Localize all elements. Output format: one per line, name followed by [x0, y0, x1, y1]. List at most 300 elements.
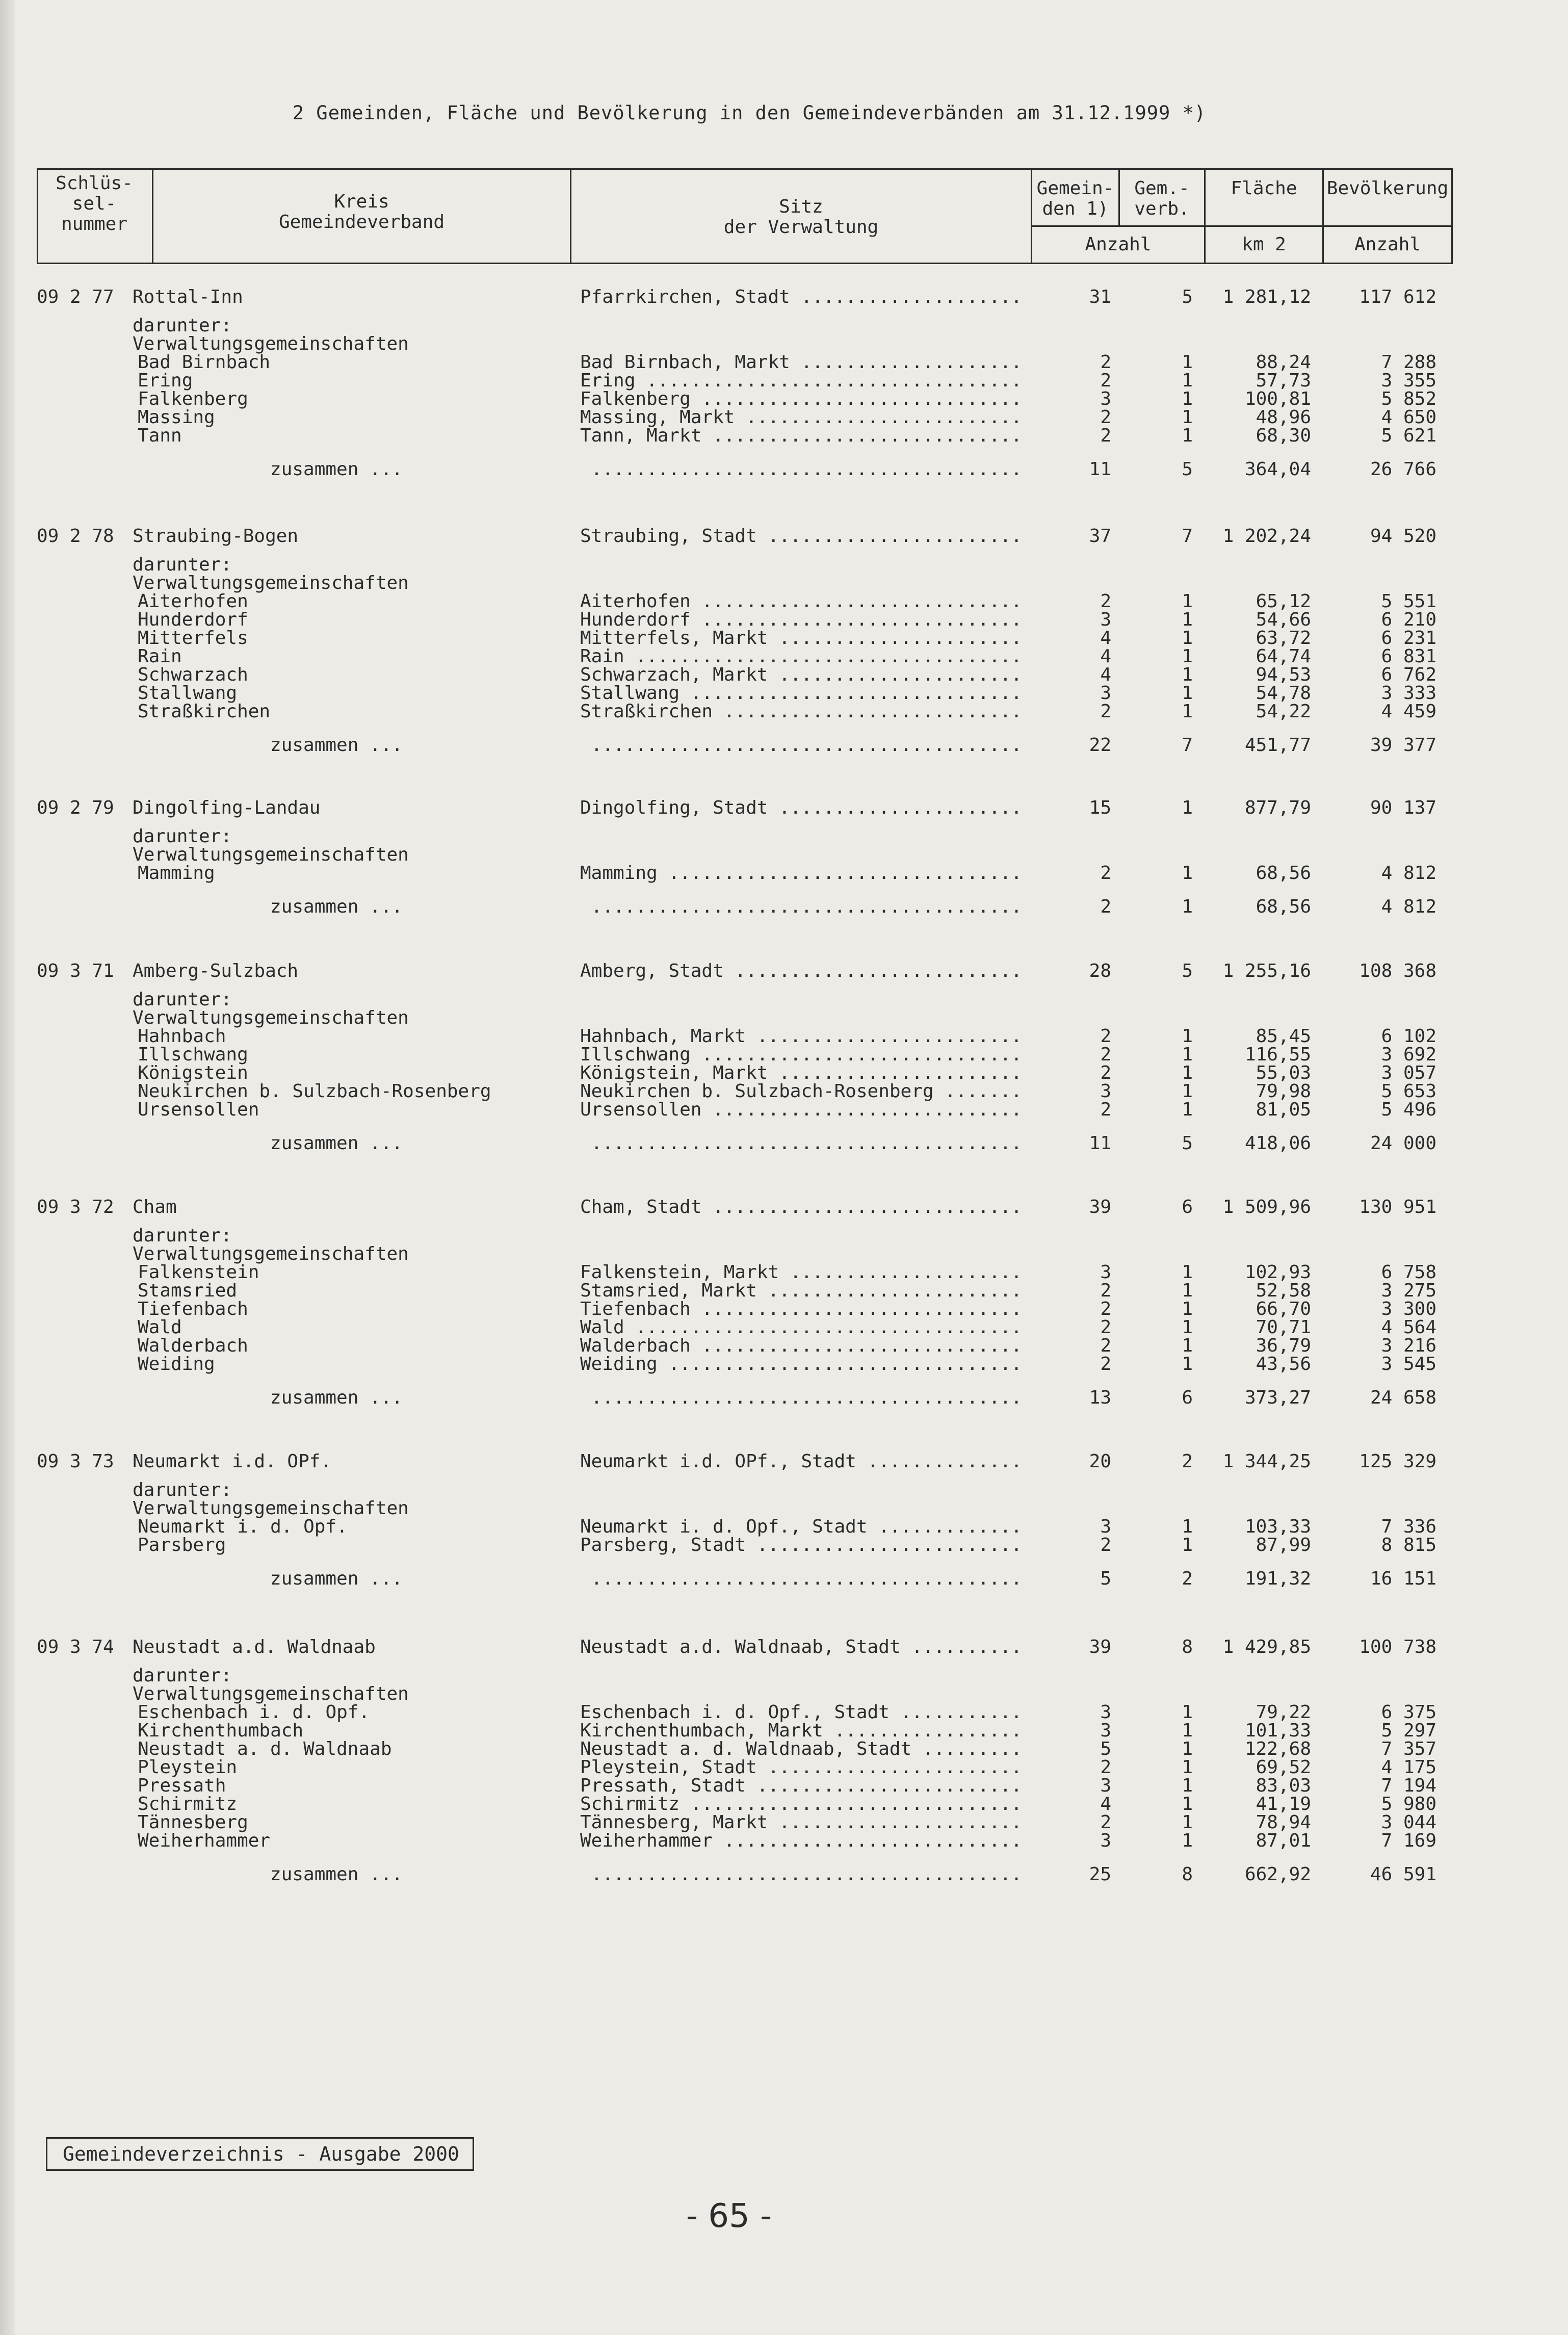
bevoelkerung-value: 130 951: [1359, 1197, 1436, 1217]
flaeche-value: 87,99: [1256, 1535, 1311, 1555]
zusammen-label: zusammen ...: [270, 459, 403, 480]
bevoelkerung-value: 7 288: [1381, 352, 1436, 373]
vg-name: Ering: [138, 370, 193, 391]
vg-row: [0, 1702, 1568, 1723]
vg-sitz: Massing, Markt .....: [580, 407, 1024, 428]
vg-name: Aiterhofen: [138, 591, 248, 612]
page-number: - 65 -: [686, 2197, 772, 2235]
vg-row: [0, 1336, 1568, 1356]
gemverb-value: 1: [1182, 1812, 1193, 1833]
vg-row: [0, 371, 1568, 391]
kreis-code: 09 2 78: [37, 526, 114, 547]
vg-row: [0, 1026, 1568, 1047]
vg-sitz: Schirmitz .....: [580, 1794, 1024, 1814]
vg-sitz: Stamsried, Markt .....: [580, 1281, 1024, 1301]
flaeche-value: 88,24: [1256, 352, 1311, 373]
kreis-row: [0, 961, 1568, 981]
gemeinden-value: 2: [1100, 1354, 1111, 1374]
gemeinden-value: 11: [1089, 1133, 1111, 1154]
vg-sitz: Illschwang .....: [580, 1045, 1024, 1065]
gemverb-value: 5: [1182, 1133, 1193, 1154]
kreis-row: [0, 1451, 1568, 1472]
leader-dots: [580, 1388, 1024, 1408]
zusammen-label: zusammen ...: [270, 735, 403, 756]
vg-text: Verwaltungsgemeinschaften: [133, 1683, 409, 1704]
kreis-code: 09 2 77: [37, 287, 114, 307]
bevoelkerung-value: 3 057: [1381, 1062, 1436, 1083]
flaeche-value: 662,92: [1244, 1864, 1311, 1885]
vg-row: [0, 591, 1568, 612]
kreis-sitz: Cham, Stadt .....: [580, 1197, 1024, 1217]
vg-row: [0, 1354, 1568, 1374]
vg-sitz: Mamming .....: [580, 863, 1024, 884]
flaeche-value: 78,94: [1256, 1812, 1311, 1833]
gemeinden-value: 25: [1089, 1864, 1111, 1885]
vg-sitz: Falkenberg .....: [580, 389, 1024, 409]
bevoelkerung-value: 117 612: [1359, 287, 1436, 307]
gemverb-value: 1: [1182, 1099, 1193, 1120]
bevoelkerung-value: 3 216: [1381, 1335, 1436, 1356]
flaeche-value: 1 281,12: [1222, 287, 1311, 307]
vg-row: [0, 665, 1568, 685]
vg-row: [0, 683, 1568, 704]
vg-sitz: Stallwang .....: [580, 683, 1024, 704]
flaeche-value: 100,81: [1244, 388, 1311, 409]
gemverb-value: 1: [1182, 1794, 1193, 1814]
unit-anzahl: Anzahl: [1085, 234, 1152, 255]
bevoelkerung-value: 46 591: [1370, 1864, 1436, 1885]
header-sitz: Sitz der Verwaltung: [723, 196, 879, 238]
gemeinden-value: 2: [1100, 1299, 1111, 1319]
gemeinden-value: 3: [1100, 1262, 1111, 1283]
flaeche-value: 418,06: [1244, 1133, 1311, 1154]
flaeche-value: 364,04: [1244, 459, 1311, 480]
vg-name: Massing: [138, 407, 215, 428]
vg-row: [0, 1262, 1568, 1283]
gemeinden-value: 4: [1100, 664, 1111, 685]
vg-name: Mamming: [138, 863, 215, 884]
darunter-label: [0, 316, 1568, 336]
bevoelkerung-value: 26 766: [1370, 459, 1436, 480]
flaeche-value: 63,72: [1256, 628, 1311, 648]
bevoelkerung-value: 7 169: [1381, 1830, 1436, 1851]
kreis-name: Rottal-Inn: [133, 287, 243, 307]
bevoelkerung-value: 3 545: [1381, 1354, 1436, 1374]
flaeche-value: 373,27: [1244, 1387, 1311, 1408]
gemverb-value: 1: [1182, 1335, 1193, 1356]
gemeinden-value: 39: [1089, 1637, 1111, 1657]
vg-row: [0, 1045, 1568, 1065]
vg-name: Tiefenbach: [138, 1299, 248, 1319]
vg-text: Verwaltungsgemeinschaften: [133, 1007, 409, 1028]
bevoelkerung-value: 3 692: [1381, 1044, 1436, 1065]
vg-sitz: Ursensollen .....: [580, 1100, 1024, 1120]
leader-dots: [580, 459, 1024, 480]
gemverb-value: 1: [1182, 609, 1193, 630]
kreis-name: Cham: [133, 1197, 177, 1217]
bevoelkerung-value: 6 375: [1381, 1702, 1436, 1723]
gemverb-value: 1: [1182, 664, 1193, 685]
vg-name: Neustadt a. d. Waldnaab: [138, 1739, 392, 1759]
gemeinden-value: 2: [1100, 1812, 1111, 1833]
gemverb-value: 7: [1182, 735, 1193, 756]
bevoelkerung-value: 24 000: [1370, 1133, 1436, 1154]
bevoelkerung-value: 7 194: [1381, 1775, 1436, 1796]
bevoelkerung-value: 3 355: [1381, 370, 1436, 391]
vg-row: [0, 1812, 1568, 1833]
vg-row: [0, 1100, 1568, 1120]
gemverb-value: 1: [1182, 1280, 1193, 1301]
bevoelkerung-value: 90 137: [1370, 797, 1436, 818]
vg-sitz: Kirchenthumbach, Markt .....: [580, 1721, 1024, 1741]
vg-text: Verwaltungsgemeinschaften: [133, 1243, 409, 1264]
vg-sitz: Hahnbach, Markt .....: [580, 1026, 1024, 1047]
zusammen-row: [0, 1133, 1568, 1154]
gemverb-value: 1: [1182, 407, 1193, 428]
vg-sitz: Bad Birnbach, Markt .....: [580, 352, 1024, 373]
bevoelkerung-value: 108 368: [1359, 961, 1436, 981]
flaeche-value: 54,66: [1256, 609, 1311, 630]
bevoelkerung-value: 7 357: [1381, 1739, 1436, 1759]
gemverb-value: 1: [1182, 1702, 1193, 1723]
bevoelkerung-value: 8 815: [1381, 1535, 1436, 1555]
gemeinden-value: 3: [1100, 1702, 1111, 1723]
vg-sitz: Neustadt a. d. Waldnaab, Stadt .....: [580, 1739, 1024, 1759]
kreis-sitz: Amberg, Stadt .....: [580, 961, 1024, 981]
bevoelkerung-value: 16 151: [1370, 1568, 1436, 1589]
vg-row: [0, 863, 1568, 884]
gemeinden-value: 3: [1100, 1081, 1111, 1102]
bevoelkerung-value: 6 762: [1381, 664, 1436, 685]
bevoelkerung-value: 5 297: [1381, 1720, 1436, 1741]
vg-name: Parsberg: [138, 1535, 226, 1555]
vg-name: Tann: [138, 425, 182, 446]
gemverb-value: 5: [1182, 287, 1193, 307]
flaeche-value: 451,77: [1244, 735, 1311, 756]
vg-name: Pressath: [138, 1775, 226, 1796]
gemverb-value: 1: [1182, 1516, 1193, 1537]
zusammen-label: zusammen ...: [270, 896, 403, 917]
vg-sitz: Weiding .....: [580, 1354, 1024, 1374]
gemeinden-value: 2: [1100, 1026, 1111, 1047]
kreis-row: [0, 798, 1568, 818]
zusammen-row: [0, 1864, 1568, 1885]
darunter-label: [0, 1666, 1568, 1686]
flaeche-value: 87,01: [1256, 1830, 1311, 1851]
bevoelkerung-value: 4 812: [1381, 896, 1436, 917]
darunter-text: darunter:: [133, 554, 232, 575]
gemeinden-value: 2: [1100, 1280, 1111, 1301]
vg-row: [0, 1317, 1568, 1338]
vg-name: Illschwang: [138, 1044, 248, 1065]
leader-dots: [580, 735, 1024, 756]
vg-sitz: Neukirchen b. Sulzbach-Rosenberg .....: [580, 1081, 1024, 1102]
kreis-row: [0, 1197, 1568, 1217]
flaeche-value: 54,22: [1256, 701, 1311, 722]
bevoelkerung-value: 3 300: [1381, 1299, 1436, 1319]
gemverb-value: 6: [1182, 1387, 1193, 1408]
bevoelkerung-value: 4 564: [1381, 1317, 1436, 1338]
darunter-label: [0, 826, 1568, 847]
footer-publication: Gemeindeverzeichnis - Ausgabe 2000: [46, 2137, 474, 2171]
flaeche-value: 116,55: [1244, 1044, 1311, 1065]
vg-label: [0, 334, 1568, 354]
bevoelkerung-value: 5 653: [1381, 1081, 1436, 1102]
vg-sitz: Falkenstein, Markt .....: [580, 1262, 1024, 1283]
gemverb-value: 1: [1182, 352, 1193, 373]
vg-row: [0, 1081, 1568, 1102]
gemverb-value: 1: [1182, 1830, 1193, 1851]
vg-text: Verwaltungsgemeinschaften: [133, 844, 409, 865]
vg-name: Schirmitz: [138, 1794, 238, 1814]
kreis-row: [0, 526, 1568, 547]
gemeinden-value: 3: [1100, 388, 1111, 409]
leader-dots: [580, 1569, 1024, 1589]
kreis-name: Straubing-Bogen: [133, 526, 299, 547]
bevoelkerung-value: 24 658: [1370, 1387, 1436, 1408]
gemeinden-value: 15: [1089, 797, 1111, 818]
flaeche-value: 122,68: [1244, 1739, 1311, 1759]
flaeche-value: 68,56: [1256, 863, 1311, 884]
gemverb-value: 1: [1182, 1044, 1193, 1065]
bevoelkerung-value: 5 621: [1381, 425, 1436, 446]
leader-dots: [580, 1864, 1024, 1885]
zusammen-row: [0, 735, 1568, 756]
flaeche-value: 70,71: [1256, 1317, 1311, 1338]
vg-name: Wald: [138, 1317, 182, 1338]
gemverb-value: 1: [1182, 1262, 1193, 1283]
gemeinden-value: 37: [1089, 526, 1111, 547]
bevoelkerung-value: 5 496: [1381, 1099, 1436, 1120]
vg-name: Mitterfels: [138, 628, 248, 648]
vg-row: [0, 1535, 1568, 1555]
kreis-code: 09 3 71: [37, 961, 114, 981]
flaeche-value: 79,22: [1256, 1702, 1311, 1723]
vg-name: Neumarkt i. d. Opf.: [138, 1516, 348, 1537]
gemeinden-value: 13: [1089, 1387, 1111, 1408]
flaeche-value: 1 429,85: [1222, 1637, 1311, 1657]
flaeche-value: 69,52: [1256, 1757, 1311, 1778]
flaeche-value: 68,30: [1256, 425, 1311, 446]
gemeinden-value: 3: [1100, 1720, 1111, 1741]
vg-name: Hahnbach: [138, 1026, 226, 1047]
gemeinden-value: 31: [1089, 287, 1111, 307]
vg-sitz: Ering .....: [580, 371, 1024, 391]
vg-row: [0, 702, 1568, 722]
gemeinden-value: 4: [1100, 628, 1111, 648]
vg-sitz: Rain .....: [580, 646, 1024, 667]
header-gemverb: Gem.- verb.: [1134, 178, 1190, 219]
gemeinden-value: 2: [1100, 1044, 1111, 1065]
flaeche-value: 43,56: [1256, 1354, 1311, 1374]
gemeinden-value: 2: [1100, 407, 1111, 428]
gemeinden-value: 2: [1100, 425, 1111, 446]
flaeche-value: 1 509,96: [1222, 1197, 1311, 1217]
vg-row: [0, 1299, 1568, 1319]
vg-sitz: Aiterhofen .....: [580, 591, 1024, 612]
gemverb-value: 8: [1182, 1864, 1193, 1885]
vg-sitz: Weiherhammer .....: [580, 1831, 1024, 1851]
header-kreis: Kreis Gemeindeverband: [278, 191, 445, 232]
gemeinden-value: 3: [1100, 609, 1111, 630]
zusammen-label: zusammen ...: [270, 1133, 403, 1154]
vg-name: Falkenstein: [138, 1262, 259, 1283]
vg-name: Rain: [138, 646, 182, 667]
vg-name: Tännesberg: [138, 1812, 248, 1833]
kreis-code: 09 3 72: [37, 1197, 114, 1217]
flaeche-value: 52,58: [1256, 1280, 1311, 1301]
flaeche-value: 85,45: [1256, 1026, 1311, 1047]
bevoelkerung-value: 5 852: [1381, 388, 1436, 409]
flaeche-value: 55,03: [1256, 1062, 1311, 1083]
flaeche-value: 81,05: [1256, 1099, 1311, 1120]
kreis-sitz: Dingolfing, Stadt .....: [580, 798, 1024, 818]
flaeche-value: 79,98: [1256, 1081, 1311, 1102]
flaeche-value: 1 255,16: [1222, 961, 1311, 981]
flaeche-value: 94,53: [1256, 664, 1311, 685]
gemverb-value: 1: [1182, 1299, 1193, 1319]
gemverb-value: 1: [1182, 370, 1193, 391]
zusammen-label: zusammen ...: [270, 1568, 403, 1589]
kreis-sitz: Straubing, Stadt .....: [580, 526, 1024, 547]
kreis-row: [0, 1637, 1568, 1657]
kreis-row: [0, 287, 1568, 307]
gemverb-value: 2: [1182, 1451, 1193, 1472]
gemverb-value: 1: [1182, 1720, 1193, 1741]
kreis-sitz: Neustadt a.d. Waldnaab, Stadt .....: [580, 1637, 1024, 1657]
bevoelkerung-value: 4 650: [1381, 407, 1436, 428]
gemeinden-value: 2: [1100, 863, 1111, 884]
gemverb-value: 1: [1182, 1317, 1193, 1338]
zusammen-label: zusammen ...: [270, 1864, 403, 1885]
flaeche-value: 1 202,24: [1222, 526, 1311, 547]
leader-dots: [580, 1133, 1024, 1154]
gemverb-value: 1: [1182, 388, 1193, 409]
bevoelkerung-value: 100 738: [1359, 1637, 1436, 1657]
gemverb-value: 1: [1182, 1081, 1193, 1102]
header-flaeche: Fläche: [1231, 178, 1297, 199]
kreis-name: Neustadt a.d. Waldnaab: [133, 1637, 376, 1657]
vg-text: Verwaltungsgemeinschaften: [133, 1498, 409, 1519]
vg-name: Eschenbach i. d. Opf.: [138, 1702, 370, 1723]
gemverb-value: 1: [1182, 628, 1193, 648]
vg-row: [0, 1794, 1568, 1814]
vg-row: [0, 1281, 1568, 1301]
flaeche-value: 103,33: [1244, 1516, 1311, 1537]
vg-name: Kirchenthumbach: [138, 1720, 304, 1741]
kreis-name: Neumarkt i.d. OPf.: [133, 1451, 332, 1472]
vg-sitz: Pleystein, Stadt .....: [580, 1757, 1024, 1778]
vg-name: Ursensollen: [138, 1099, 259, 1120]
vg-row: [0, 1063, 1568, 1083]
darunter-text: darunter:: [133, 989, 232, 1010]
flaeche-value: 41,19: [1256, 1794, 1311, 1814]
gemeinden-value: 2: [1100, 1317, 1111, 1338]
kreis-sitz: Neumarkt i.d. OPf., Stadt .....: [580, 1451, 1024, 1472]
bevoelkerung-value: 6 210: [1381, 609, 1436, 630]
kreis-name: Dingolfing-Landau: [133, 797, 321, 818]
flaeche-value: 191,32: [1244, 1568, 1311, 1589]
gemeinden-value: 4: [1100, 1794, 1111, 1814]
vg-name: Stamsried: [138, 1280, 238, 1301]
gemverb-value: 1: [1182, 683, 1193, 704]
vg-sitz: Neumarkt i. d. Opf., Stadt .....: [580, 1517, 1024, 1537]
bevoelkerung-value: 39 377: [1370, 735, 1436, 756]
darunter-text: darunter:: [133, 826, 232, 847]
gemeinden-value: 5: [1100, 1739, 1111, 1759]
gemeinden-value: 11: [1089, 459, 1111, 480]
gemverb-value: 5: [1182, 459, 1193, 480]
vg-sitz: Straßkirchen .....: [580, 702, 1024, 722]
vg-row: [0, 1831, 1568, 1851]
flaeche-value: 54,78: [1256, 683, 1311, 704]
bevoelkerung-value: 6 102: [1381, 1026, 1436, 1047]
gemeinden-value: 39: [1089, 1197, 1111, 1217]
flaeche-value: 66,70: [1256, 1299, 1311, 1319]
darunter-label: [0, 1480, 1568, 1500]
vg-sitz: Wald .....: [580, 1317, 1024, 1338]
gemeinden-value: 2: [1100, 701, 1111, 722]
flaeche-value: 1 344,25: [1222, 1451, 1311, 1472]
gemverb-value: 1: [1182, 646, 1193, 667]
flaeche-value: 36,79: [1256, 1335, 1311, 1356]
bevoelkerung-value: 4 812: [1381, 863, 1436, 884]
vg-row: [0, 389, 1568, 409]
gemeinden-value: 22: [1089, 735, 1111, 756]
vg-row: [0, 1721, 1568, 1741]
vg-row: [0, 610, 1568, 630]
header-schluessel: Schlüs- sel- nummer: [56, 173, 133, 235]
gemeinden-value: 2: [1100, 591, 1111, 612]
gemverb-value: 1: [1182, 896, 1193, 917]
flaeche-value: 68,56: [1256, 896, 1311, 917]
zusammen-row: [0, 459, 1568, 480]
gemeinden-value: 20: [1089, 1451, 1111, 1472]
vg-name: Falkenberg: [138, 388, 248, 409]
gemeinden-value: 3: [1100, 1775, 1111, 1796]
vg-label: [0, 1244, 1568, 1264]
vg-name: Stallwang: [138, 683, 238, 704]
flaeche-value: 64,74: [1256, 646, 1311, 667]
kreis-code: 09 3 73: [37, 1451, 114, 1472]
bevoelkerung-value: 6 831: [1381, 646, 1436, 667]
zusammen-row: [0, 1569, 1568, 1589]
vg-row: [0, 426, 1568, 446]
bevoelkerung-value: 5 551: [1381, 591, 1436, 612]
gemverb-value: 7: [1182, 526, 1193, 547]
vg-sitz: Tännesberg, Markt .....: [580, 1812, 1024, 1833]
gemeinden-value: 2: [1100, 352, 1111, 373]
gemverb-value: 1: [1182, 1026, 1193, 1047]
bevoelkerung-value: 4 175: [1381, 1757, 1436, 1778]
zusammen-row: [0, 897, 1568, 917]
vg-text: Verwaltungsgemeinschaften: [133, 333, 409, 354]
darunter-text: darunter:: [133, 1480, 232, 1500]
gemverb-value: 6: [1182, 1197, 1193, 1217]
gemeinden-value: 2: [1100, 1062, 1111, 1083]
gemverb-value: 1: [1182, 1757, 1193, 1778]
flaeche-value: 83,03: [1256, 1775, 1311, 1796]
gemeinden-value: 2: [1100, 1535, 1111, 1555]
darunter-label: [0, 555, 1568, 575]
vg-name: Straßkirchen: [138, 701, 271, 722]
gemverb-value: 1: [1182, 1739, 1193, 1759]
page-title: 2 Gemeinden, Fläche und Bevölkerung in den Gemeindeverbänden am 31.12.1999 *): [292, 102, 1207, 124]
gemeinden-value: 3: [1100, 1830, 1111, 1851]
bevoelkerung-value: 3 333: [1381, 683, 1436, 704]
bevoelkerung-value: 3 275: [1381, 1280, 1436, 1301]
vg-name: Hunderdorf: [138, 609, 248, 630]
